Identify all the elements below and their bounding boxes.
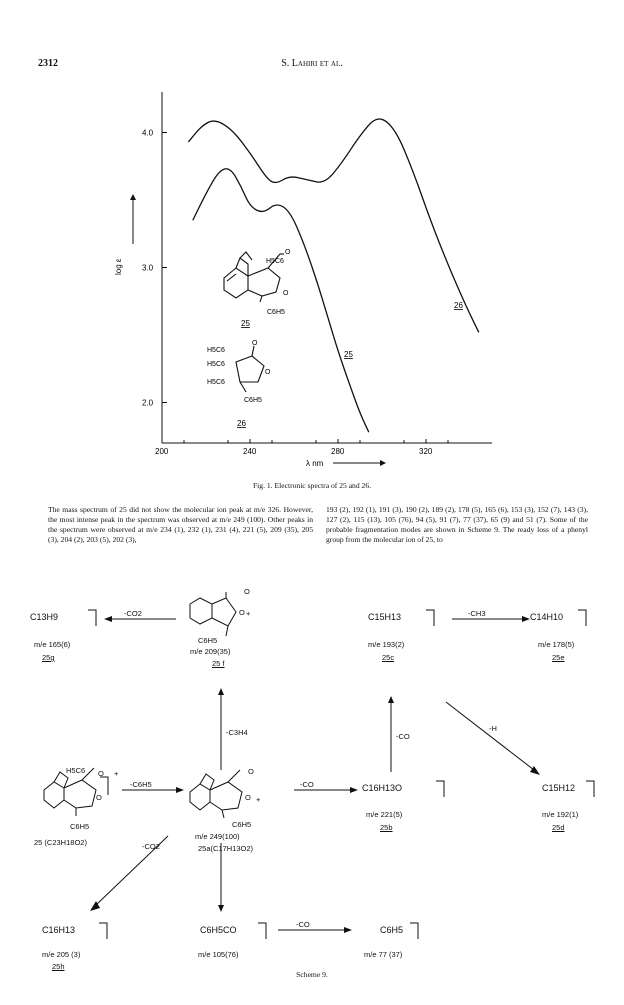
arrow-label-co2: -CO2 [124, 609, 142, 618]
structure-25f-carbonyl-o: O [244, 587, 250, 596]
ion-25e-formula: C14H10 [530, 612, 564, 622]
ion-25-id: 25 (C23H18O2) [34, 838, 87, 847]
structure-25-substituent: H5C6 [266, 258, 284, 265]
structure-25a-ring-o: O [245, 793, 251, 802]
ion-25-phenyl: C6H5 [70, 822, 90, 831]
x-axis-label: λ nm [306, 459, 324, 468]
ion-phenyl-mz: m/e 77 (37) [364, 950, 403, 959]
ion-25-substituent: H5C6 [66, 766, 86, 775]
ion-25a-phenyl: C6H5 [232, 820, 252, 829]
ion-25f-id: 25 f [212, 659, 225, 668]
page-number: 2312 [38, 58, 58, 69]
scheme-caption: Scheme 9. [296, 970, 328, 979]
structure-25-scheme [44, 768, 96, 816]
ion-25f-mz: m/e 209(35) [190, 647, 231, 656]
x-tick-label: 320 [419, 447, 433, 456]
series-label-26: 26 [454, 301, 463, 310]
series-label-25: 25 [344, 350, 353, 359]
arrow-label-ch3: -CH3 [468, 609, 486, 618]
ion-25d-formula: C15H12 [542, 783, 576, 793]
ion-25b-mz: m/e 221(5) [366, 810, 403, 819]
ion-25c-formula: C15H13 [368, 612, 402, 622]
structure-25f [190, 592, 236, 636]
structure-26-phenyl: C6H5 [244, 397, 262, 404]
arrow-label-c3h4: -C3H4 [226, 728, 248, 737]
ion-25h-mz: m/e 205 (3) [42, 950, 81, 959]
structure-26-substituent-2: H5C6 [207, 361, 225, 368]
x-tick-label: 240 [243, 447, 257, 456]
structure-25f-ring-o: O [239, 608, 245, 617]
body-column-right: 193 (2), 192 (1), 191 (3), 190 (2), 189 (2), 178 (5), 165 (6), 153 (3), 152 (7), 143 (3), 127 (2), 115 (13), 105 (76), 94 (5), 91 (7), 77 (37), 65 (9) and 51 (7). Some of the probable fragmentation modes are shown in Scheme 9. The ready loss of a phenyl group from the molecular ion of 25, to [326, 505, 588, 544]
body-column-left: The mass spectrum of 25 did not show the molecular ion peak at m/e 326. However, the most intense peak in the spectrum was observed at m/e 249 (100). Other peaks in the spectrum were observed at m/e 234 (1), 232 (1), 231 (4), 221 (5), 209 (35), 205 (3), 204 (2), 203 (5), 202 (3), [48, 505, 313, 544]
structure-25-ring-o: O [283, 290, 289, 297]
figure-caption: Fig. 1. Electronic spectra of 25 and 26. [252, 481, 372, 490]
ion-benzoyl-mz: m/e 105(76) [198, 950, 239, 959]
x-tick-label: 200 [155, 447, 169, 456]
structure-26-ring-o: O [265, 369, 271, 376]
ion-25g-mz: m/e 165(6) [34, 640, 71, 649]
arrow-label-co-mid: -CO [300, 780, 314, 789]
ion-25f-phenyl: C6H5 [198, 636, 218, 645]
structure-25a-carbonyl-o: O [248, 767, 254, 776]
arrow-label-co-bottom: -CO [296, 920, 310, 929]
ion-25c-id: 25c [382, 653, 395, 662]
ion-25h-formula: C16H13 [42, 925, 76, 935]
ion-25d-mz: m/e 192(1) [542, 810, 579, 819]
ion-phenyl-formula: C6H5 [380, 925, 404, 935]
structure-25-label: 25 [241, 319, 250, 328]
structure-25-radical-cation: + [114, 769, 119, 778]
arrow-label-co-vert: -CO [396, 732, 410, 741]
ion-25g-formula: C13H9 [30, 612, 59, 622]
ion-25d-id: 25d [552, 823, 565, 832]
ion-25b-id: 25b [380, 823, 393, 832]
structure-25-carbonyl-o: O [285, 249, 291, 256]
ion-25h-id: 25h [52, 962, 65, 971]
y-axis-label: log ε [114, 258, 123, 275]
structure-25-carbonyl-o: O [98, 769, 104, 778]
ion-25g-id: 25g [42, 653, 55, 662]
structure-25a-charge: + [256, 795, 261, 804]
structure-26-label: 26 [237, 419, 246, 428]
y-tick-label: 4.0 [142, 128, 154, 138]
y-tick-label: 2.0 [142, 398, 154, 408]
ion-25a-mz: m/e 249(100) [195, 832, 240, 841]
ion-25a-id: 25a(C17H13O2) [198, 844, 254, 853]
running-head: S. Lahiri et al. [281, 58, 343, 69]
arrow-label-h: -H [489, 724, 497, 733]
structure-26-carbonyl-o: O [252, 340, 258, 347]
ion-benzoyl-formula: C6H5CO [200, 925, 237, 935]
arrow-label-co2-diag: -CO2 [142, 842, 160, 851]
structure-26-substituent-3: H5C6 [207, 379, 225, 386]
ion-25e-id: 25e [552, 653, 565, 662]
x-tick-label: 280 [331, 447, 345, 456]
structure-25a [190, 770, 242, 818]
structure-25-phenyl: C6H5 [267, 309, 285, 316]
y-tick-label: 3.0 [142, 263, 154, 273]
arrow-h [446, 702, 534, 770]
ion-25e-mz: m/e 178(5) [538, 640, 575, 649]
structure-25-ring-o: O [96, 793, 102, 802]
ion-25c-mz: m/e 193(2) [368, 640, 405, 649]
structure-26-substituent-1: H5C6 [207, 347, 225, 354]
ion-25b-formula: C16H13O [362, 783, 403, 793]
structure-25f-charge: + [246, 609, 251, 618]
arrow-label-c6h5: -C6H5 [130, 780, 152, 789]
